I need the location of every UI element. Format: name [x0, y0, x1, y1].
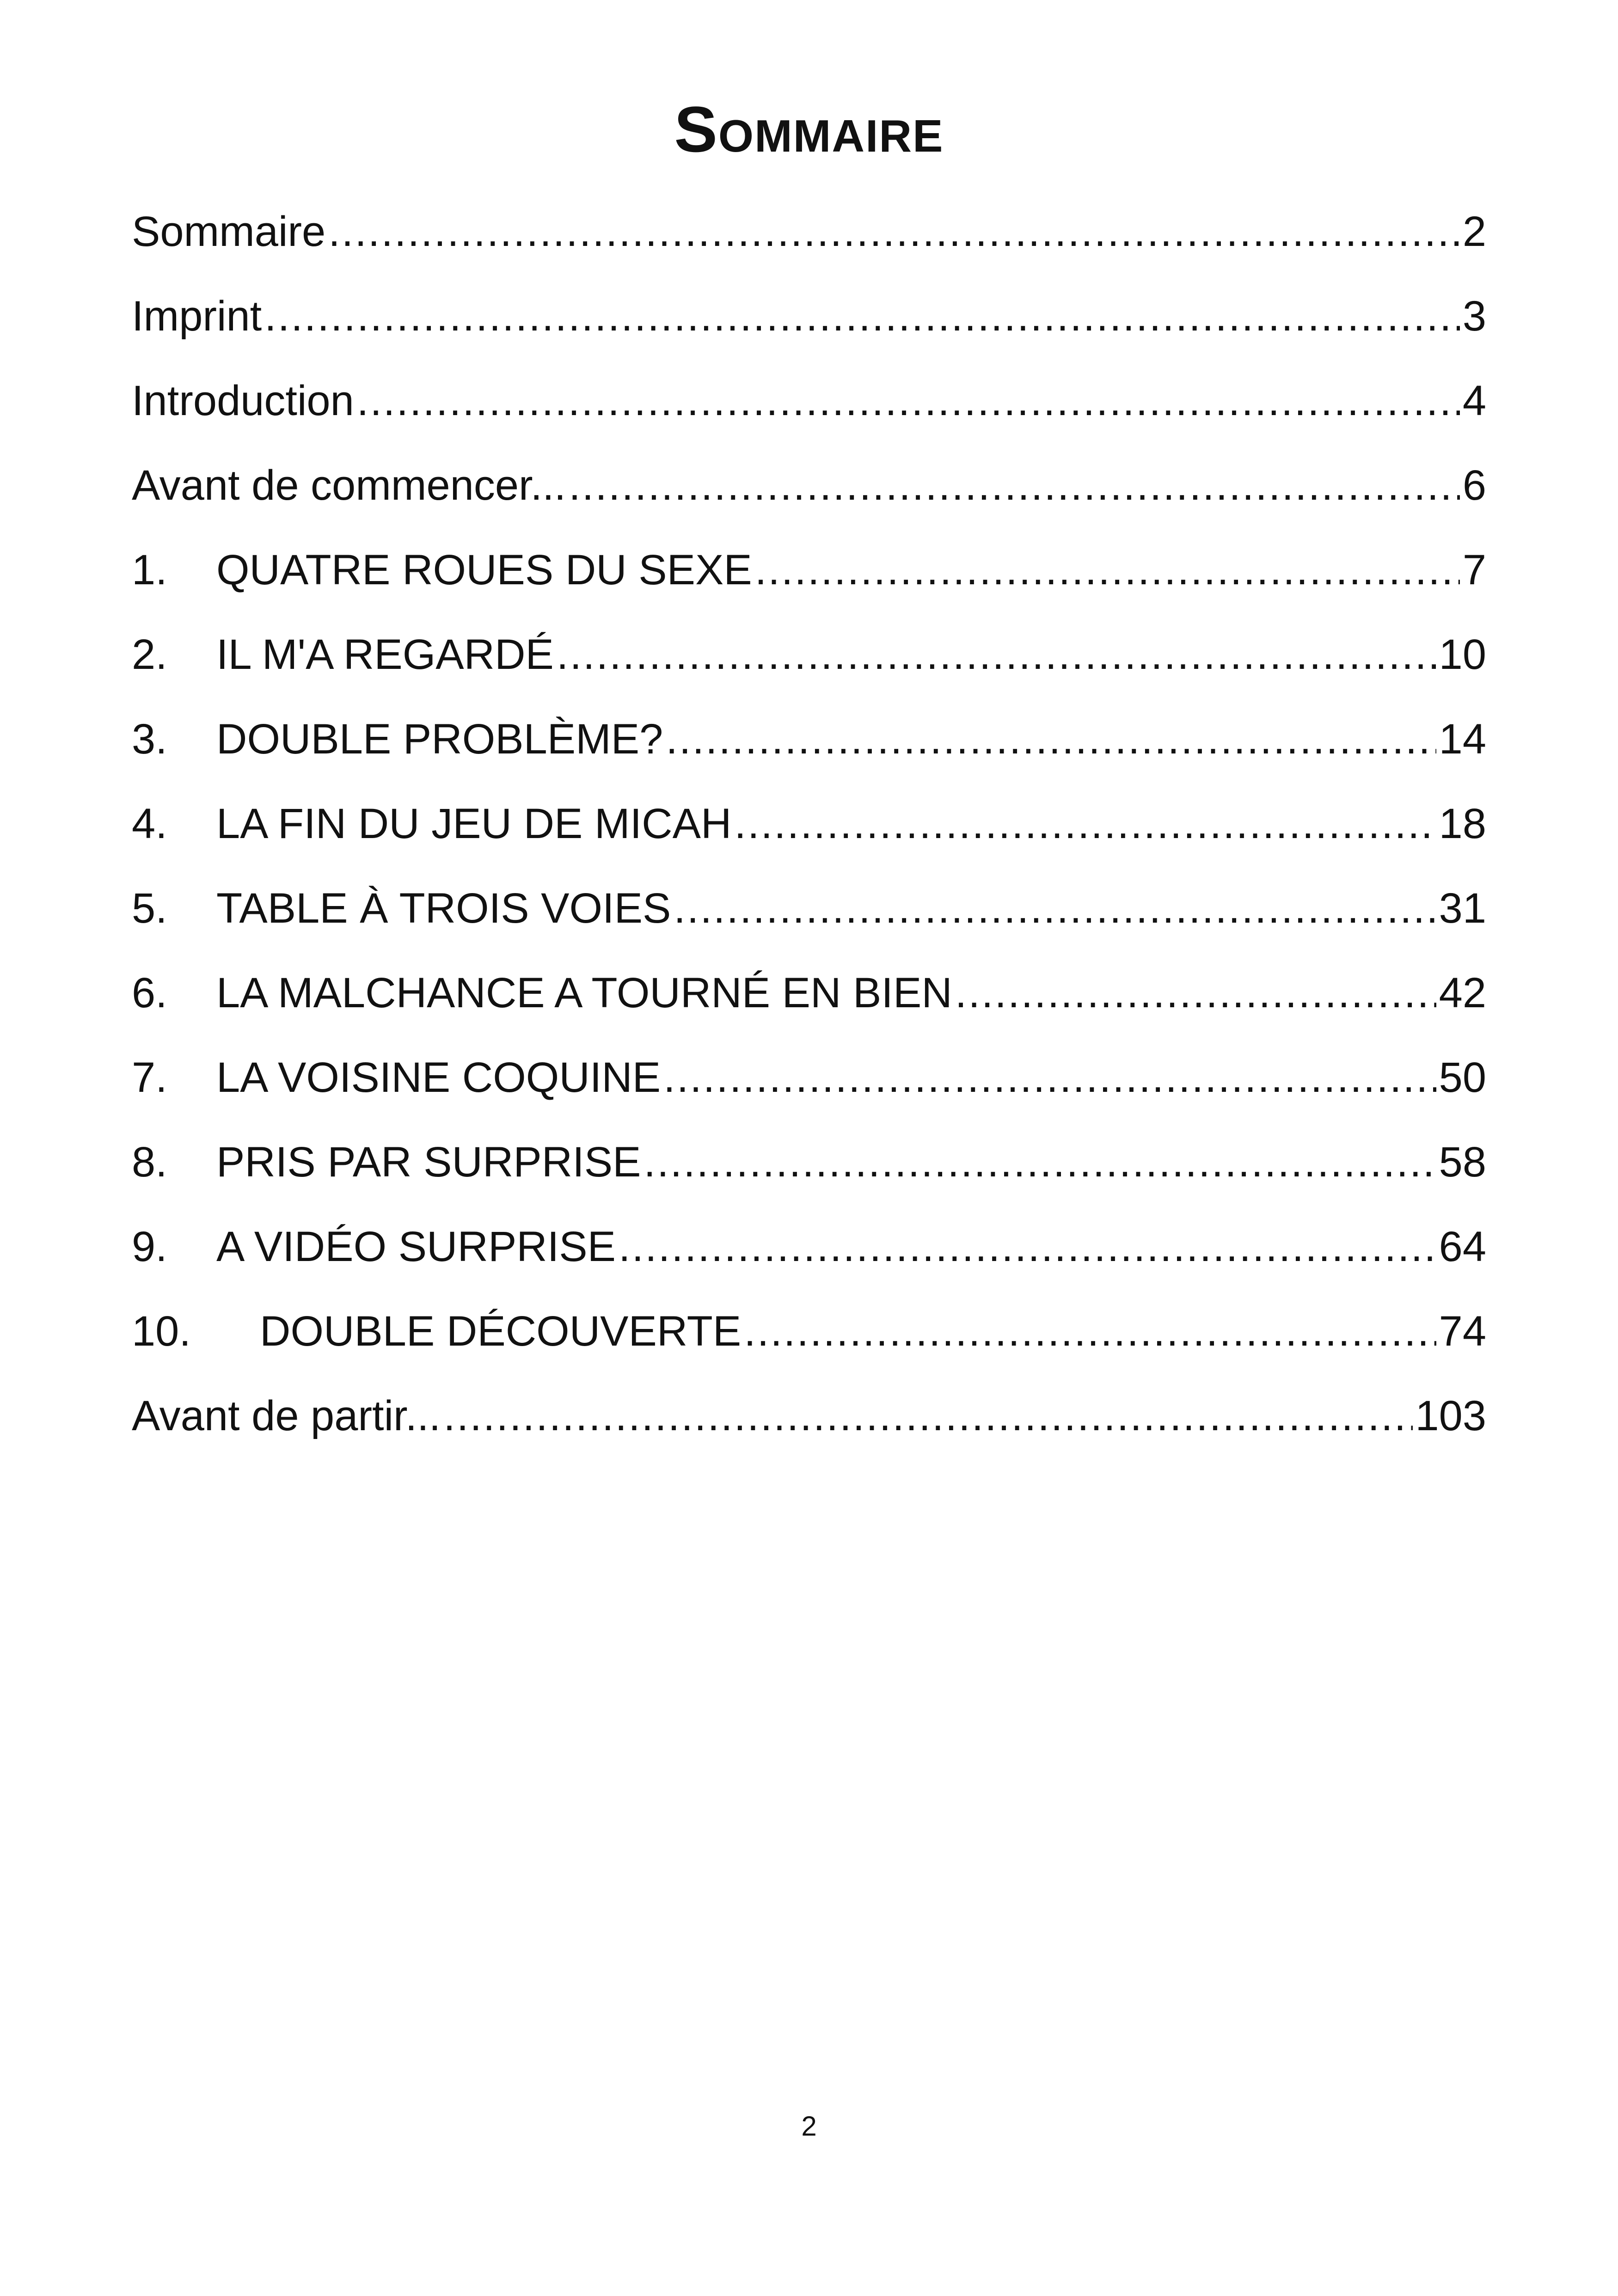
toc-entry-page: 74	[1439, 1308, 1486, 1355]
toc-entry	[132, 866, 1486, 951]
table-of-contents	[132, 190, 1486, 1458]
toc-entry-page: 31	[1439, 885, 1486, 932]
toc-entry-label: Avant de partir...	[132, 1392, 441, 1439]
toc-dot-leader	[755, 528, 1460, 612]
page-title: Sommaire	[674, 93, 944, 165]
toc-entry-page: 6	[1462, 462, 1486, 509]
toc-entry-page: 103	[1415, 1392, 1486, 1439]
toc-entry-page: 14	[1439, 716, 1486, 763]
toc-entry-label: LA VOISINE COQUINE	[216, 1054, 661, 1101]
toc-entry-page: 10	[1439, 631, 1486, 678]
toc-dot-leader	[264, 274, 1460, 359]
toc-entry-label: DOUBLE PROBLÈME?	[216, 716, 663, 763]
toc-dot-leader	[619, 1205, 1436, 1289]
toc-entry-label: DOUBLE DÉCOUVERTE	[260, 1308, 742, 1355]
toc-entry	[132, 612, 1486, 697]
toc-dot-leader	[744, 1289, 1436, 1374]
toc-entry-page: 7	[1462, 546, 1486, 594]
toc-entry	[132, 1289, 1486, 1374]
toc-entry-number: 10.	[132, 1308, 191, 1355]
toc-entry	[132, 1205, 1486, 1289]
toc-entry-label: Imprint	[132, 293, 262, 340]
toc-entry-label: LA FIN DU JEU DE MICAH	[216, 800, 732, 847]
toc-entry-number: 6.	[132, 969, 167, 1016]
toc-entry-number: 2.	[132, 631, 167, 678]
toc-entry	[132, 782, 1486, 866]
toc-entry-label: A VIDÉO SURPRISE	[216, 1223, 616, 1270]
toc-entry	[132, 951, 1486, 1035]
toc-entry	[132, 190, 1486, 274]
toc-entry	[132, 274, 1486, 359]
toc-entry-label: QUATRE ROUES DU SEXE	[216, 546, 752, 594]
toc-entry-number: 5.	[132, 885, 167, 932]
toc-entry-number: 9.	[132, 1223, 167, 1270]
toc-entry-label: LA MALCHANCE A TOURNÉ EN BIEN	[216, 969, 952, 1016]
toc-entry-page: 2	[1462, 208, 1486, 255]
toc-dot-leader	[663, 1035, 1436, 1120]
toc-entry-label: TABLE À TROIS VOIES	[216, 885, 671, 932]
toc-entry	[132, 1374, 1486, 1458]
toc-entry	[132, 1035, 1486, 1120]
toc-entry-page: 58	[1439, 1139, 1486, 1186]
toc-entry	[132, 1120, 1486, 1205]
toc-entry-page: 18	[1439, 800, 1486, 847]
toc-entry-number: 8.	[132, 1139, 167, 1186]
toc-entry	[132, 697, 1486, 782]
toc-entry	[132, 443, 1486, 528]
toc-entry-number: 4.	[132, 800, 167, 847]
toc-entry-page: 3	[1462, 293, 1486, 340]
toc-entry-label: Avant de commencer...	[132, 462, 566, 509]
toc-entry-page: 64	[1439, 1223, 1486, 1270]
toc-entry-number: 1.	[132, 546, 167, 594]
toc-dot-leader	[644, 1120, 1436, 1205]
toc-dot-leader	[674, 866, 1436, 951]
toc-dot-leader	[734, 782, 1436, 866]
toc-entry-label: IL M'A REGARDÉ	[216, 631, 554, 678]
toc-dot-leader	[328, 190, 1460, 274]
toc-entry-page: 4	[1462, 377, 1486, 424]
toc-entry-label: Introduction	[132, 377, 354, 424]
toc-dot-leader	[443, 1374, 1412, 1458]
toc-entry-label: Sommaire	[132, 208, 326, 255]
toc-dot-leader	[955, 951, 1436, 1035]
toc-entry-page: 50	[1439, 1054, 1486, 1101]
toc-dot-leader	[569, 443, 1460, 528]
toc-entry-page: 42	[1439, 969, 1486, 1016]
toc-entry-number: 7.	[132, 1054, 167, 1101]
page-number: 2	[801, 2111, 817, 2142]
toc-dot-leader	[557, 612, 1436, 697]
toc-dot-leader	[666, 697, 1436, 782]
toc-entry-label: PRIS PAR SURPRISE	[216, 1139, 641, 1186]
toc-dot-leader	[357, 359, 1460, 443]
toc-entry-number: 3.	[132, 716, 167, 763]
toc-entry	[132, 359, 1486, 443]
toc-entry	[132, 528, 1486, 612]
